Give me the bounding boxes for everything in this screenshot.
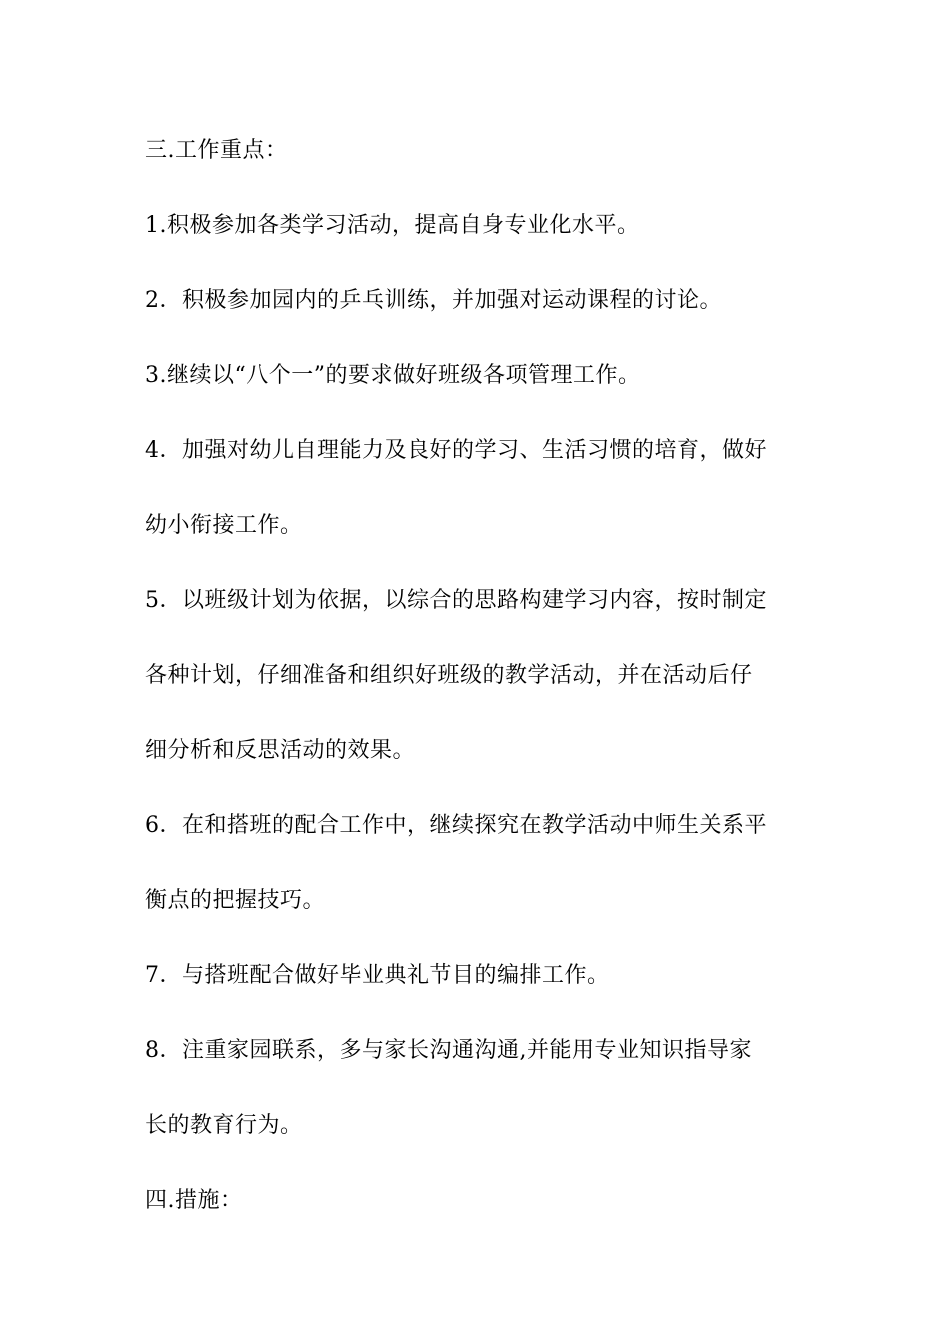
list-item-3: 3.继续以“八个一”的要求做好班级各项管理工作。 xyxy=(145,363,641,388)
list-item-8-line-2: 长的教育行为。 xyxy=(145,1113,303,1138)
list-item-8-line-1: 8．注重家园联系，多与家长沟通沟通,并能用专业知识指导家 xyxy=(145,1038,752,1063)
list-item-2: 2．积极参加园内的乒乓训练，并加强对运动课程的讨论。 xyxy=(145,288,722,313)
list-item-6-line-1: 6．在和搭班的配合工作中，继续探究在教学活动中师生关系平 xyxy=(145,813,767,838)
list-item-4-line-2: 幼小衔接工作。 xyxy=(145,513,303,538)
list-item-1: 1.积极参加各类学习活动，提高自身专业化水平。 xyxy=(145,213,640,238)
list-item-4-line-1: 4．加强对幼儿自理能力及良好的学习、生活习惯的培育，做好 xyxy=(145,438,767,463)
section-heading-measures: 四.措施： xyxy=(145,1188,243,1213)
list-item-5-line-3: 细分析和反思活动的效果。 xyxy=(145,738,416,763)
list-item-5-line-1: 5．以班级计划为依据，以综合的思路构建学习内容，按时制定 xyxy=(145,588,767,613)
list-item-6-line-2: 衡点的把握技巧。 xyxy=(145,888,326,913)
list-item-7: 7．与搭班配合做好毕业典礼节目的编排工作。 xyxy=(145,963,610,988)
list-item-5-line-2: 各种计划，仔细准备和组织好班级的教学活动，并在活动后仔 xyxy=(145,663,753,688)
section-heading-work-focus: 三.工作重点： xyxy=(145,138,288,163)
